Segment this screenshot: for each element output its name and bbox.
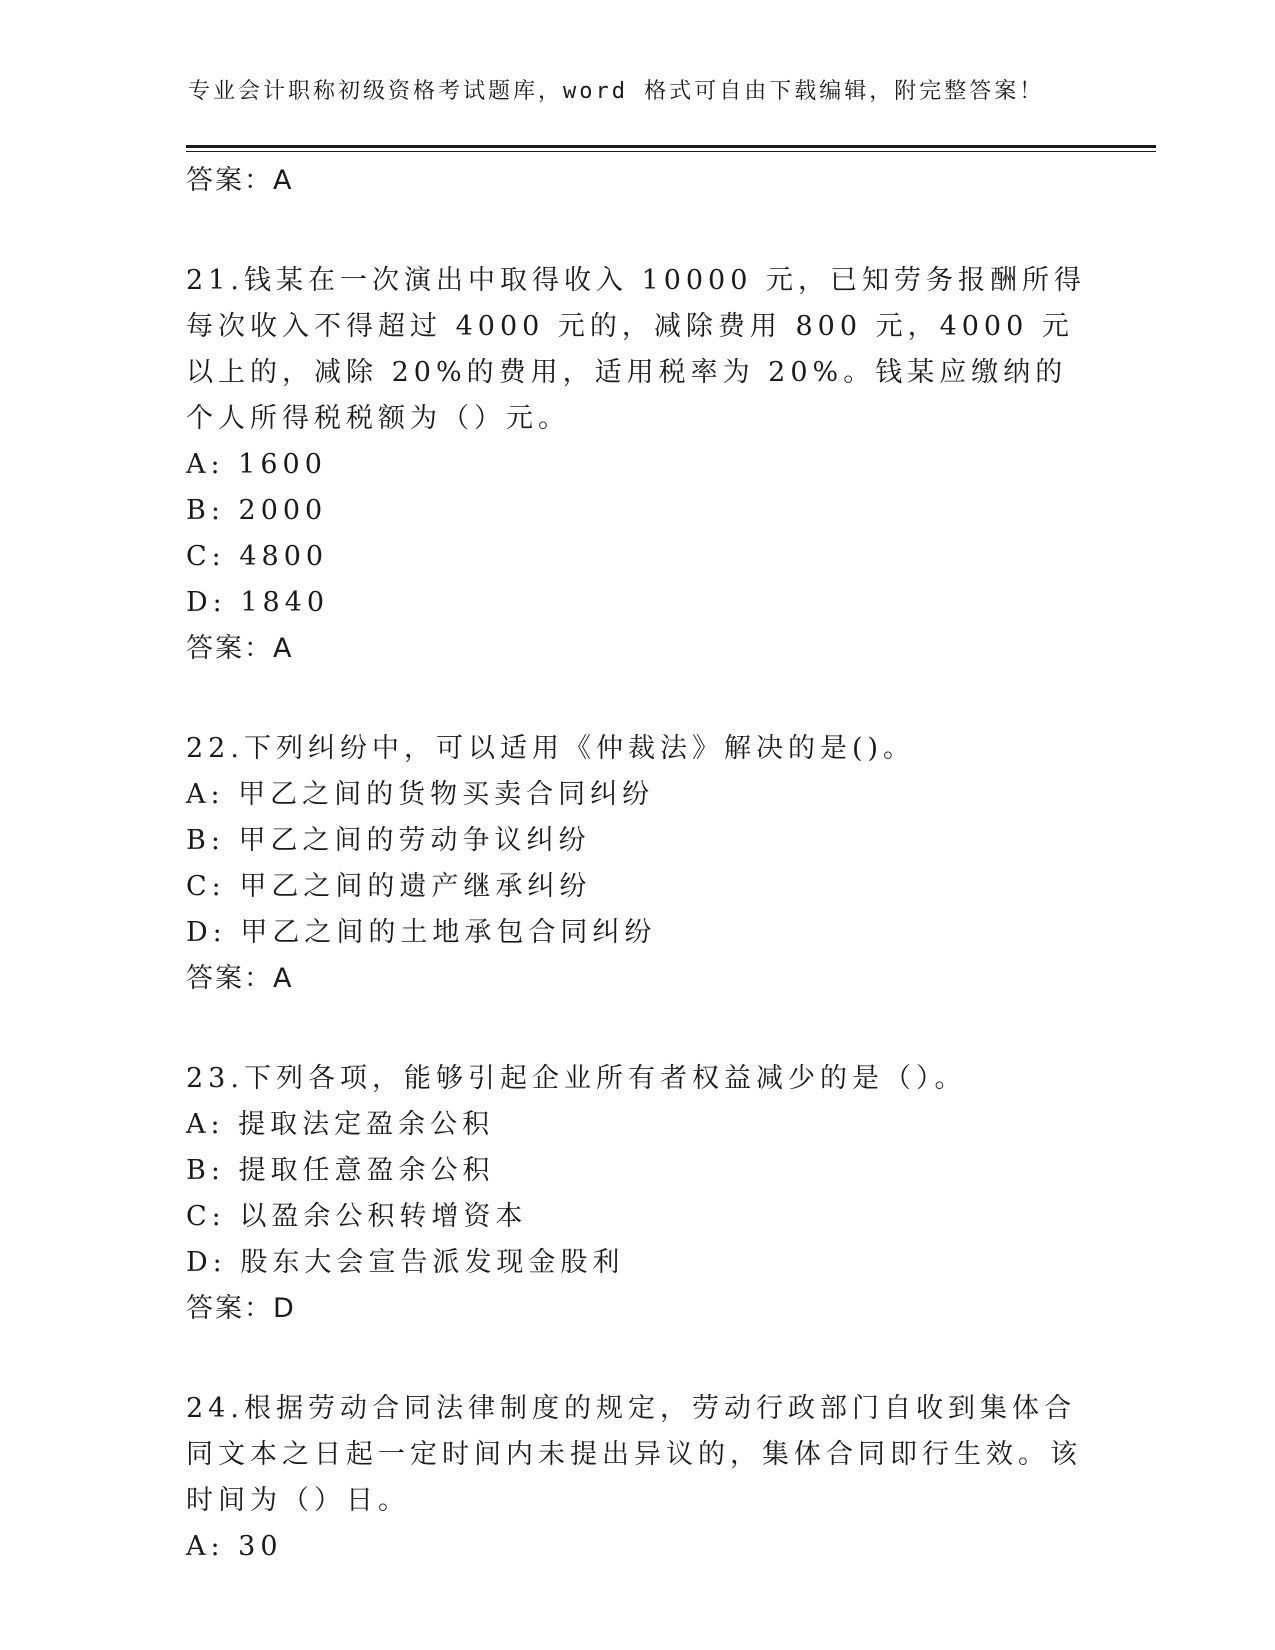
answer-line: 答案：D [186, 1293, 296, 1324]
question-stem: 22.下列纠纷中，可以适用《仲裁法》解决的是()。 [186, 733, 916, 764]
question-23 [186, 1056, 1086, 1332]
option-a: A: 甲乙之间的货物买卖合同纠纷 [186, 779, 655, 810]
option-c: C: 以盈余公积转增资本 [186, 1201, 528, 1232]
question-list [186, 158, 1086, 1570]
option-a: A: 30 [186, 1531, 283, 1562]
page-header: 专业会计职称初级资格考试题库，word 格式可自由下载编辑，附完整答案！ [188, 79, 1045, 104]
option-d: D: 1840 [186, 587, 330, 618]
option-b: B: 2000 [186, 495, 328, 526]
option-b: B: 提取任意盈余公积 [186, 1155, 495, 1186]
question-24 [186, 1386, 1086, 1570]
question-stem: 21.钱某在一次演出中取得收入 10000 元，已知劳务报酬所得每次收入不得超过 4000 元的，减除费用 800 元，4000 元以上的，减除 20%的费用，适用税率为 20%。钱某应缴纳的个人所得税税额为（）元。 [186, 265, 1086, 434]
question-stem: 24.根据劳动合同法律制度的规定，劳动行政部门自收到集体合同文本之日起一定时间内未提出异议的，集体合同即行生效。该时间为（）日。 [186, 1393, 1082, 1516]
answer-line: 答案：A [186, 165, 294, 196]
question-22 [186, 726, 1086, 1002]
option-b: B: 甲乙之间的劳动争议纠纷 [186, 825, 591, 856]
option-a: A: 1600 [186, 449, 327, 480]
option-c: C: 甲乙之间的遗产继承纠纷 [186, 871, 592, 902]
answer-line: 答案：A [186, 633, 294, 664]
question-stem: 23.下列各项，能够引起企业所有者权益减少的是（）。 [186, 1063, 967, 1094]
question-21 [186, 258, 1086, 672]
header-rule-thin [186, 151, 1156, 152]
option-a: A: 提取法定盈余公积 [186, 1109, 495, 1140]
header-rule-thick [186, 145, 1156, 148]
option-d: D: 甲乙之间的土地承包合同纠纷 [186, 917, 657, 948]
option-d: D: 股东大会宣告派发现金股利 [186, 1247, 625, 1278]
option-c: C: 4800 [186, 541, 329, 572]
answer-line: 答案：A [186, 963, 294, 994]
